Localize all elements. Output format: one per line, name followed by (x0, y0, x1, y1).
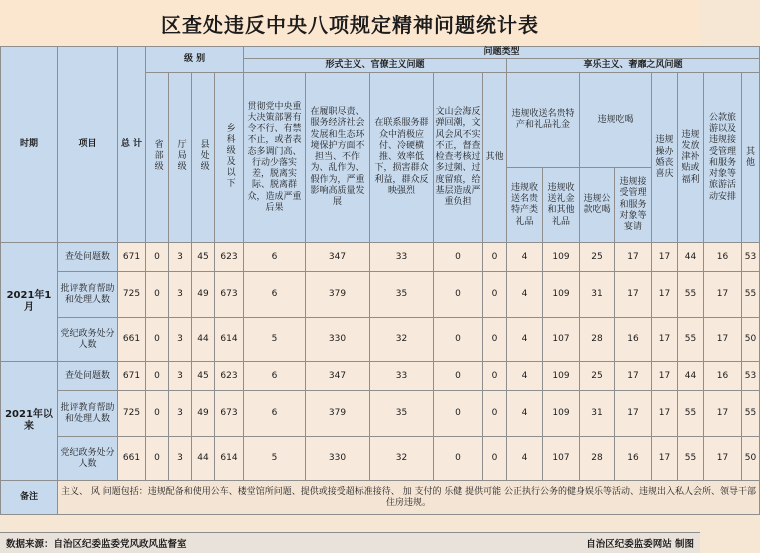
cell-hedonism: 50 (742, 437, 760, 481)
cell-level: 49 (192, 272, 215, 318)
header-problem-type: 问题类型 (244, 47, 760, 59)
cell-hedonism: 16 (615, 318, 652, 362)
cell-formalism: 33 (370, 243, 434, 272)
header-level-bureau: 厅局级 (169, 73, 192, 243)
cell-hedonism: 17 (652, 391, 678, 437)
note-row (1, 481, 760, 515)
footer (0, 532, 700, 553)
cell-level: 3 (169, 391, 192, 437)
cell-hedonism: 55 (678, 272, 704, 318)
cell-hedonism: 25 (580, 243, 615, 272)
cell-hedonism: 31 (580, 272, 615, 318)
header-allowances: 违规发放津补贴或福利 (678, 73, 704, 243)
cell-hedonism: 109 (543, 362, 580, 391)
cell-level: 3 (169, 362, 192, 391)
cell-hedonism: 55 (678, 391, 704, 437)
cell-formalism: 379 (306, 272, 370, 318)
cell-hedonism: 44 (678, 243, 704, 272)
cell-formalism: 5 (244, 318, 306, 362)
cell-formalism: 0 (483, 243, 507, 272)
cell-hedonism: 28 (580, 318, 615, 362)
row-item: 查处问题数 (58, 243, 118, 272)
cell-level: 0 (146, 318, 169, 362)
cell-hedonism: 17 (615, 362, 652, 391)
cell-hedonism: 16 (704, 362, 742, 391)
cell-level: 3 (169, 437, 192, 481)
note-label: 备注 (1, 481, 58, 515)
cell-hedonism: 16 (615, 437, 652, 481)
cell-hedonism: 4 (507, 391, 543, 437)
period-label: 2021年以来 (1, 362, 58, 481)
cell-level: 45 (192, 362, 215, 391)
cell-hedonism: 4 (507, 362, 543, 391)
cell-hedonism: 4 (507, 243, 543, 272)
data-source: 数据来源：自治区纪委监委党风政风监督室 (6, 539, 187, 550)
cell-total: 671 (118, 362, 146, 391)
cell-hedonism: 17 (615, 243, 652, 272)
cell-hedonism: 17 (704, 272, 742, 318)
note-text: 主义、 风 问题包括：违规配备和使用公车、楼堂馆所问题、提供或接受超标准接待、 加 支付的 乐健 提供可能 公正执行公务的健身娱乐等活动、违规出入私人会所、领导干部住房违规。 (58, 481, 760, 515)
cell-level: 673 (215, 272, 244, 318)
cell-level: 614 (215, 318, 244, 362)
table-row (1, 272, 760, 318)
statistics-table (0, 46, 760, 515)
cell-hedonism: 55 (742, 391, 760, 437)
cell-hedonism: 44 (678, 362, 704, 391)
cell-hedonism: 31 (580, 391, 615, 437)
table-row (1, 391, 760, 437)
row-item: 查处问题数 (58, 362, 118, 391)
cell-hedonism: 4 (507, 318, 543, 362)
cell-level: 49 (192, 391, 215, 437)
cell-level: 44 (192, 318, 215, 362)
row-item: 批评教育帮助和处理人数 (58, 272, 118, 318)
credit: 自治区纪委监委网站 制图 (586, 539, 694, 550)
header-travel: 公款旅游以及违规接受管理和服务对象等旅游活动安排 (704, 73, 742, 243)
cell-hedonism: 17 (652, 272, 678, 318)
header-gift-money: 违规收送礼金和其他礼品 (543, 168, 580, 243)
cell-formalism: 0 (434, 243, 483, 272)
cell-hedonism: 17 (615, 272, 652, 318)
cell-hedonism: 109 (543, 272, 580, 318)
header-hedonism-group: 享乐主义、奢靡之风问题 (507, 59, 760, 73)
header-level-ministerial: 省部级 (146, 73, 169, 243)
row-item: 批评教育帮助和处理人数 (58, 391, 118, 437)
cell-hedonism: 109 (543, 391, 580, 437)
header-item: 项目 (58, 47, 118, 243)
cell-level: 3 (169, 272, 192, 318)
cell-total: 661 (118, 318, 146, 362)
cell-formalism: 6 (244, 272, 306, 318)
cell-hedonism: 28 (580, 437, 615, 481)
cell-level: 44 (192, 437, 215, 481)
header-level: 级 别 (146, 47, 244, 73)
table-row (1, 318, 760, 362)
cell-total: 661 (118, 437, 146, 481)
header-eat-public: 违规公款吃喝 (580, 168, 615, 243)
cell-total: 671 (118, 243, 146, 272)
cell-hedonism: 50 (742, 318, 760, 362)
cell-formalism: 32 (370, 318, 434, 362)
cell-formalism: 0 (483, 437, 507, 481)
cell-formalism: 33 (370, 362, 434, 391)
period-label: 2021年1月 (1, 243, 58, 362)
cell-hedonism: 17 (652, 362, 678, 391)
header-gift-specialty: 违规收送名贵特产类礼品 (507, 168, 543, 243)
header-weddings: 违规操办婚丧喜庆 (652, 73, 678, 243)
cell-level: 0 (146, 243, 169, 272)
cell-hedonism: 17 (704, 437, 742, 481)
cell-formalism: 0 (434, 391, 483, 437)
header-hedonism-other: 其他 (742, 73, 760, 243)
cell-hedonism: 55 (678, 318, 704, 362)
cell-formalism: 5 (244, 437, 306, 481)
cell-level: 45 (192, 243, 215, 272)
header-gift: 违规收送名贵特产和礼品礼金 (507, 73, 580, 168)
cell-formalism: 0 (483, 272, 507, 318)
cell-level: 3 (169, 318, 192, 362)
cell-formalism: 0 (434, 362, 483, 391)
cell-formalism: 0 (434, 318, 483, 362)
cell-formalism: 0 (434, 272, 483, 318)
cell-formalism: 35 (370, 272, 434, 318)
cell-formalism: 0 (483, 318, 507, 362)
cell-total: 725 (118, 391, 146, 437)
cell-hedonism: 17 (615, 391, 652, 437)
cell-hedonism: 17 (704, 318, 742, 362)
header-eating: 违规吃喝 (580, 73, 652, 168)
cell-level: 3 (169, 243, 192, 272)
cell-hedonism: 55 (742, 272, 760, 318)
header-formalism-1: 贯彻党中央重大决策部署有令不行、有禁不止，或者表态多调门高、行动少落实差，脱离实际、脱离群众，造成严重后果 (244, 73, 306, 243)
header-level-township: 乡科级及以下 (215, 73, 244, 243)
cell-formalism: 0 (434, 437, 483, 481)
cell-formalism: 0 (483, 391, 507, 437)
cell-level: 0 (146, 437, 169, 481)
cell-formalism: 6 (244, 362, 306, 391)
cell-hedonism: 16 (704, 243, 742, 272)
cell-formalism: 32 (370, 437, 434, 481)
cell-formalism: 347 (306, 243, 370, 272)
cell-hedonism: 17 (704, 391, 742, 437)
cell-level: 614 (215, 437, 244, 481)
cell-hedonism: 53 (742, 362, 760, 391)
cell-formalism: 0 (483, 362, 507, 391)
row-item: 党纪政务处分人数 (58, 318, 118, 362)
cell-hedonism: 55 (678, 437, 704, 481)
cell-hedonism: 17 (652, 243, 678, 272)
header-formalism-4: 文山会海反弹回潮，文风会风不实不正，督查检查考核过多过频、过度留痕，给基层造成严重负担 (434, 73, 483, 243)
cell-formalism: 35 (370, 391, 434, 437)
cell-level: 623 (215, 243, 244, 272)
table-row (1, 437, 760, 481)
cell-hedonism: 53 (742, 243, 760, 272)
cell-hedonism: 25 (580, 362, 615, 391)
header-total: 总 计 (118, 47, 146, 243)
cell-formalism: 347 (306, 362, 370, 391)
cell-hedonism: 4 (507, 437, 543, 481)
cell-level: 673 (215, 391, 244, 437)
cell-level: 0 (146, 272, 169, 318)
cell-total: 725 (118, 272, 146, 318)
cell-level: 0 (146, 391, 169, 437)
header-level-county: 县处级 (192, 73, 215, 243)
header-formalism-other: 其他 (483, 73, 507, 243)
table-row (1, 243, 760, 272)
cell-formalism: 6 (244, 243, 306, 272)
cell-hedonism: 107 (543, 318, 580, 362)
header-formalism-2: 在履职尽责、服务经济社会发展和生态环境保护方面不担当、不作为、乱作为、假作为，严重影响高质量发展 (306, 73, 370, 243)
cell-hedonism: 107 (543, 437, 580, 481)
cell-formalism: 379 (306, 391, 370, 437)
row-item: 党纪政务处分人数 (58, 437, 118, 481)
cell-level: 623 (215, 362, 244, 391)
cell-formalism: 6 (244, 391, 306, 437)
cell-formalism: 330 (306, 318, 370, 362)
cell-hedonism: 4 (507, 272, 543, 318)
header-eat-banquet: 违规接受管理和服务对象等宴请 (615, 168, 652, 243)
header-time: 时期 (1, 47, 58, 243)
cell-formalism: 330 (306, 437, 370, 481)
cell-hedonism: 109 (543, 243, 580, 272)
header-formalism-3: 在联系服务群众中消极应付、冷硬横推、效率低下，损害群众利益，群众反映强烈 (370, 73, 434, 243)
page-title: 区查处违反中央八项规定精神问题统计表 (0, 0, 700, 47)
cell-hedonism: 17 (652, 437, 678, 481)
cell-level: 0 (146, 362, 169, 391)
table-row (1, 362, 760, 391)
header-formalism-group: 形式主义、官僚主义问题 (244, 59, 507, 73)
cell-hedonism: 17 (652, 318, 678, 362)
